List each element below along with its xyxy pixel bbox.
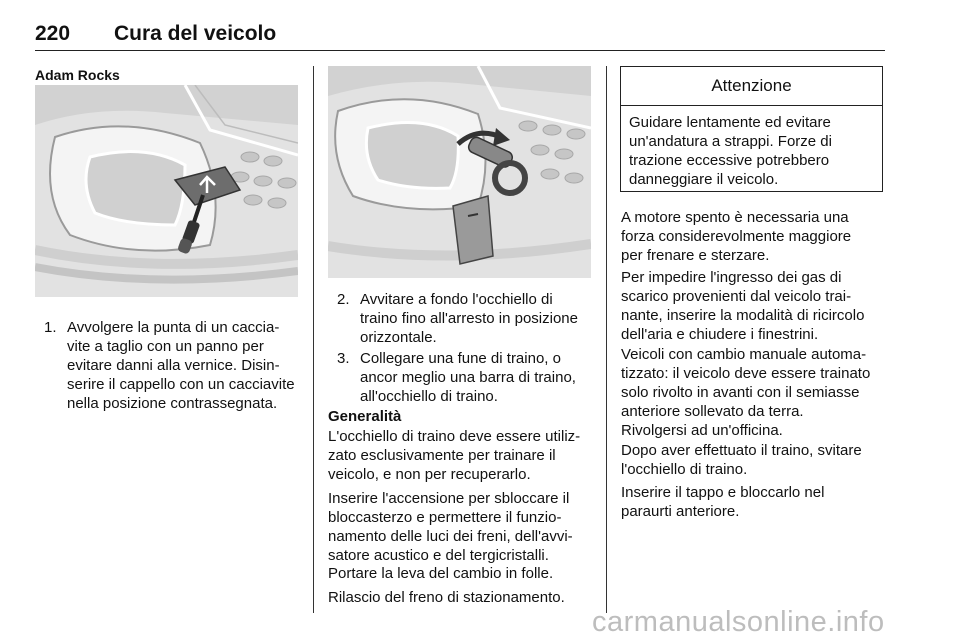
paragraph-line: A motore spento è necessaria una [621,209,849,226]
paragraph-line: tizzato: il veicolo deve essere trainato [621,365,871,382]
step-2-text [360,290,578,347]
paragraph-line: paraurti anteriore. [621,503,740,520]
column-divider-1 [313,66,314,613]
paragraph [328,588,596,607]
paragraph-line: l'occhiello di traino. [621,461,748,478]
step-3-line: all'occhiello di traino. [360,388,498,405]
paragraph-line: anteriore sollevato da terra. [621,403,804,420]
paragraph-line: zato esclusivamente per trainare il [328,447,556,464]
paragraph-line: L'occhiello di traino deve essere utiliz- [328,428,581,445]
paragraph-line: dell'aria e chiudere i finestrini. [621,326,819,343]
page-header [35,22,885,52]
warning-line: trazione eccessive potrebbero [629,152,830,169]
step-1-text [67,318,295,413]
paragraph [328,427,596,484]
warning-text [629,113,832,189]
watermark: carmanualsonline.info [592,606,885,638]
warning-title: Attenzione [621,67,882,106]
paragraph-line: bloccasterzo e permettere il funzio- [328,509,562,526]
page-number: 220 [35,22,71,45]
paragraph-line: satore acustico e del tergicristalli. [328,547,549,564]
figure-towing-eye [328,66,591,278]
paragraph-line: solo rivolto in avanti con il semiasse [621,384,860,401]
paragraph-line: Per impedire l'ingresso dei gas di [621,269,842,286]
step-2-line: Avvitare a fondo l'occhiello di [360,291,553,308]
paragraph [621,208,886,265]
warning-line: un'andatura a strappi. Forze di [629,133,832,150]
step-1-line: Avvolgere la punta di un caccia- [67,319,280,336]
paragraph-line: Inserire l'accensione per sbloccare il [328,490,570,507]
step-1-line: evitare danni alla vernice. Disin- [67,357,280,374]
header-rule [35,50,885,51]
step-1-line: serire il cappello con un cacciavite [67,376,295,393]
paragraph-line: Dopo aver effettuato il traino, svitare [621,442,862,459]
paragraph [328,489,596,565]
warning-box [620,66,883,192]
step-1-line: nella posizione contrassegnata. [67,395,278,412]
figure-cap-removal [35,85,298,297]
illustration-bumper-cap [35,85,298,297]
paragraph-line: per frenare e sterzare. [621,247,770,264]
step-3-number: 3. [337,350,350,367]
step-1-line: vite a taglio con un panno per [67,338,264,355]
page-title: Cura del veicolo [114,22,277,45]
paragraph-line: namento delle luci dei freni, dell'avvi- [328,528,573,545]
paragraph [621,421,886,440]
paragraph [621,483,886,521]
step-2-number: 2. [337,291,350,308]
subheading-generalita: Generalità [328,408,402,425]
paragraph-line: veicolo, e non per recuperarlo. [328,466,531,483]
paragraph-line: Rivolgersi ad un'officina. [621,422,783,439]
warning-line: Guidare lentamente ed evitare [629,114,831,131]
paragraph [328,564,596,583]
paragraph-line: Veicoli con cambio manuale automa- [621,346,867,363]
paragraph [621,268,886,344]
step-3-text [360,349,576,406]
paragraph-line: Rilascio del freno di stazionamento. [328,589,565,606]
illustration-towing-eye [328,66,591,278]
step-2-line: traino fino all'arresto in posizione [360,310,578,327]
warning-line: danneggiare il veicolo. [629,171,779,188]
step-1-number: 1. [44,319,57,336]
paragraph-line: forza considerevolmente maggiore [621,228,852,245]
paragraph-line: Portare la leva del cambio in folle. [328,565,554,582]
paragraph-line: Inserire il tappo e bloccarlo nel [621,484,825,501]
paragraph-line: scarico provenienti dal veicolo trai- [621,288,852,305]
paragraph [621,345,886,421]
column-divider-2 [606,66,607,613]
step-3-line: Collegare una fune di traino, o [360,350,561,367]
paragraph-line: nante, inserire la modalità di ricircolo [621,307,865,324]
paragraph [621,441,886,479]
step-2-line: orizzontale. [360,329,437,346]
section-label: Adam Rocks [35,67,120,83]
step-3-line: ancor meglio una barra di traino, [360,369,576,386]
